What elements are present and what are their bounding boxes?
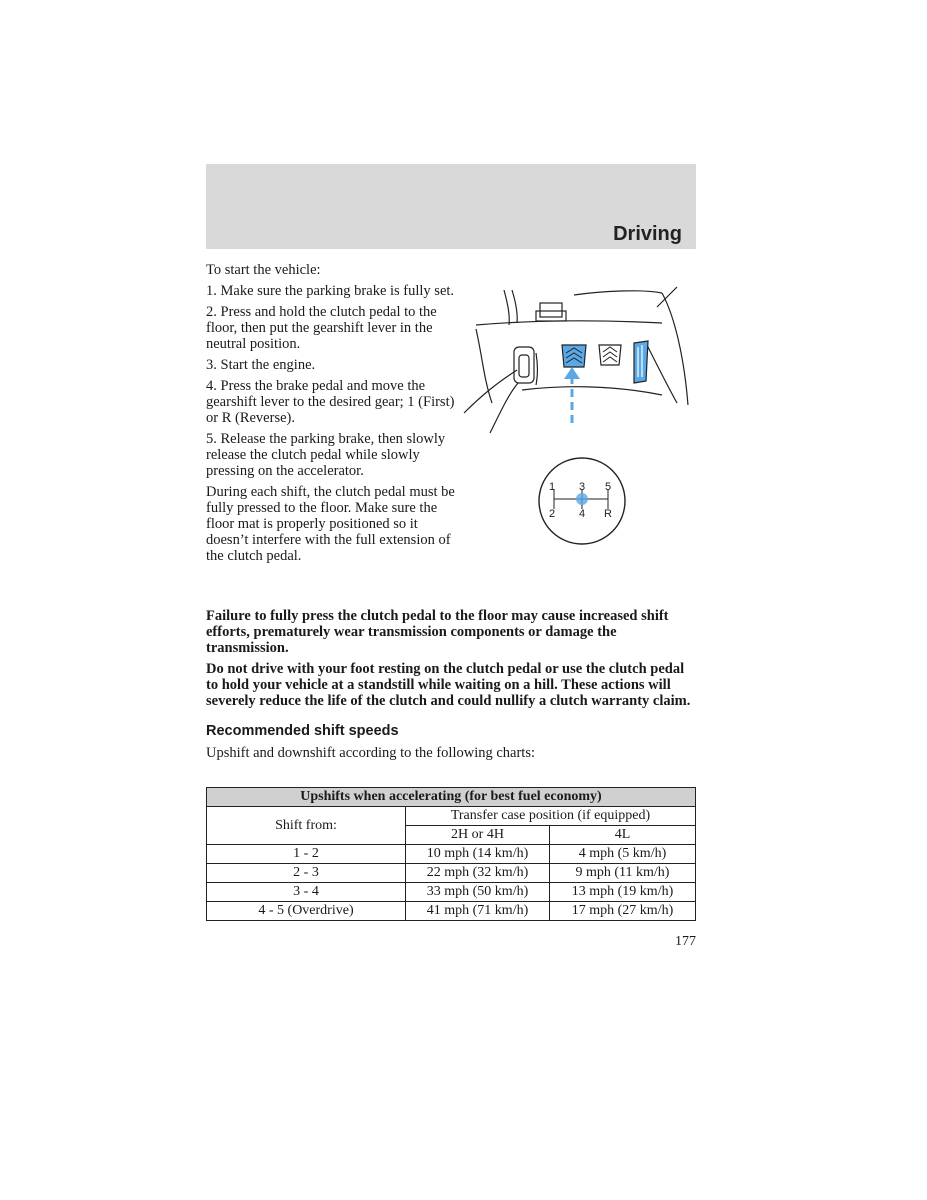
speed-2h-cell: 22 mph (32 km/h) bbox=[406, 864, 550, 883]
table-header-row bbox=[207, 807, 696, 826]
page-number: 177 bbox=[675, 934, 696, 949]
gear-label-2: 2 bbox=[548, 508, 556, 520]
speed-4l-cell: 9 mph (11 km/h) bbox=[550, 864, 696, 883]
shift-speeds-intro: Upshift and downshift according to the following charts: bbox=[206, 745, 536, 761]
intro-lead: To start the vehicle: bbox=[206, 262, 321, 278]
shift-from-header: Shift from: bbox=[207, 807, 406, 845]
shift-cell: 1 - 2 bbox=[207, 845, 406, 864]
arrow-up-icon bbox=[564, 367, 580, 423]
table-row bbox=[207, 864, 696, 883]
step-3: 3. Start the engine. bbox=[206, 357, 316, 373]
warning-clutch-rest: Do not drive with your foot resting on the clutch pedal or use the clutch pedal to hold your vehicle at a standstill while waiting on a hill. These actions will severely reduce the life of the clutch and could nullify a clutch warranty claim. bbox=[206, 661, 691, 709]
shift-cell: 2 - 3 bbox=[207, 864, 406, 883]
intro-column bbox=[206, 262, 456, 569]
gear-label-1: 1 bbox=[548, 481, 556, 493]
table-row bbox=[207, 883, 696, 902]
speed-4l-cell: 13 mph (19 km/h) bbox=[550, 883, 696, 902]
warning-clutch-press: Failure to fully press the clutch pedal to the floor may cause increased shift efforts, prematurely wear transmission components or damage the transmission. bbox=[206, 608, 669, 656]
shift-cell: 3 - 4 bbox=[207, 883, 406, 902]
table-row bbox=[207, 845, 696, 864]
upshift-table bbox=[206, 787, 696, 921]
clutch-pedal-icon bbox=[562, 345, 586, 367]
warnings-and-shift-section bbox=[206, 608, 698, 766]
table-row bbox=[207, 902, 696, 921]
speed-4l-cell: 4 mph (5 km/h) bbox=[550, 845, 696, 864]
speed-2h-cell: 41 mph (71 km/h) bbox=[406, 902, 550, 921]
col-4l-header: 4L bbox=[550, 826, 696, 845]
gear-label-r: R bbox=[604, 508, 612, 520]
brake-pedal-icon bbox=[599, 345, 621, 365]
gear-label-3: 3 bbox=[578, 481, 586, 493]
shift-speeds-heading: Recommended shift speeds bbox=[206, 723, 399, 739]
table-title-row bbox=[207, 788, 696, 807]
shift-pattern-diagram bbox=[538, 453, 626, 549]
step-5: 5. Release the parking brake, then slowly release the clutch pedal while slowly pressing on the accelerator. bbox=[206, 431, 446, 479]
shift-cell: 4 - 5 (Overdrive) bbox=[207, 902, 406, 921]
speed-4l-cell: 17 mph (27 km/h) bbox=[550, 902, 696, 921]
accelerator-pedal-icon bbox=[634, 341, 648, 383]
gear-label-5: 5 bbox=[604, 481, 612, 493]
speed-2h-cell: 33 mph (50 km/h) bbox=[406, 883, 550, 902]
clutch-note: During each shift, the clutch pedal must be fully pressed to the floor. Make sure the floor mat is properly positioned so it doesn’t interfere with the full extension of the clutch pedal. bbox=[206, 484, 455, 564]
section-title: Driving bbox=[613, 223, 682, 245]
step-4: 4. Press the brake pedal and move the gearshift lever to the desired gear; 1 (First) or R (Reverse). bbox=[206, 378, 455, 426]
speed-2h-cell: 10 mph (14 km/h) bbox=[406, 845, 550, 864]
gear-label-4: 4 bbox=[578, 508, 586, 520]
transfer-case-header: Transfer case position (if equipped) bbox=[406, 807, 696, 826]
neutral-position-icon bbox=[576, 493, 588, 505]
section-header bbox=[206, 164, 696, 249]
col-2h-4h-header: 2H or 4H bbox=[406, 826, 550, 845]
step-2: 2. Press and hold the clutch pedal to the floor, then put the gearshift lever in the neutral position. bbox=[206, 304, 437, 352]
step-1: 1. Make sure the parking brake is fully set. bbox=[206, 283, 455, 299]
table-title: Upshifts when accelerating (for best fuel economy) bbox=[207, 788, 696, 807]
pedal-illustration bbox=[462, 285, 694, 440]
